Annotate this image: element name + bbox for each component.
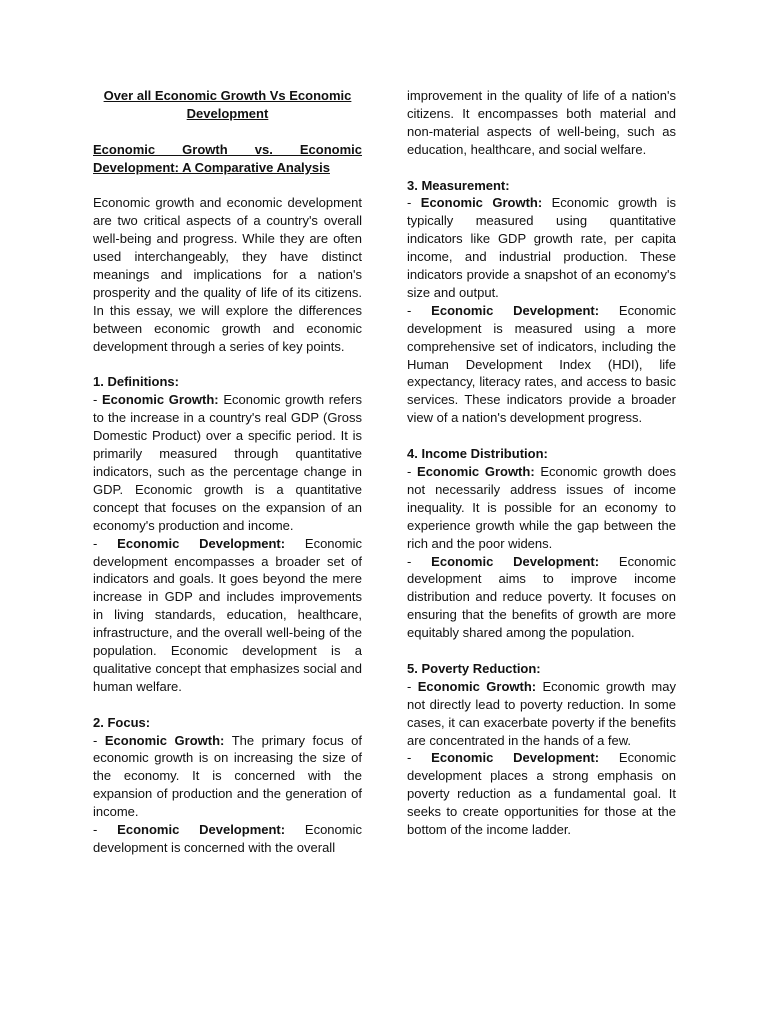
bullet-text: The primary focus of economic growth is on increasing the size of the economy. It is concerned with the expansion of production and the generation of income.: [93, 732, 362, 820]
income-development-bullet: [407, 553, 676, 643]
subtitle-line-1: Economic Growth vs. Economic: [93, 141, 362, 157]
spacer: [407, 159, 676, 177]
bullet-dash: -: [407, 553, 412, 569]
bullet-label: Economic Growth:: [417, 678, 537, 694]
bullet-label: Economic Growth:: [420, 195, 543, 211]
spacer: [93, 696, 362, 714]
poverty-development-bullet: [407, 749, 676, 839]
bullet-text: Economic growth does not necessarily address issues of income inequality. It is possible for an economy to experience growth while the gap between the rich and the poor widens.: [407, 464, 676, 551]
spacer: [407, 642, 676, 660]
definitions-development-bullet: [93, 535, 362, 696]
income-growth-bullet: [407, 463, 676, 553]
spacer: [93, 356, 362, 374]
right-column: [407, 87, 676, 839]
spacer: [93, 177, 362, 195]
measurement-development-bullet: [407, 302, 676, 427]
intro-paragraph: Economic growth and economic development are two critical aspects of a country's overall well-being and progress. While they are often used interchangeably, they have distinct meanings and implications for a nation's prosperity and the quality of life of its citizens. In this essay, we will explore the differences between economic growth and economic development through a series of key points.: [93, 195, 362, 354]
focus-development-bullet: [93, 821, 362, 857]
bullet-label: Economic Development:: [117, 822, 286, 838]
bullet-dash: -: [93, 535, 98, 551]
bullet-dash: -: [93, 822, 98, 838]
section-heading-measurement: 3. Measurement:: [407, 177, 510, 193]
spacer: [407, 427, 676, 445]
bullet-text: Economic development is measured using a more comprehensive set of indicators, including the Human Development Index (HDI), life expectancy, literacy rates, and access to basic services. These indicators provide a broader view of a nation's development progress.: [407, 302, 676, 426]
measurement-growth-bullet: [407, 194, 676, 301]
section-heading-poverty-reduction: 5. Poverty Reduction:: [407, 660, 541, 676]
poverty-growth-bullet: [407, 678, 676, 750]
bullet-text: Economic growth may not directly lead to poverty reduction. In some cases, it can exacerbate poverty if the benefits are concentrated in the hands of a few.: [407, 678, 676, 748]
bullet-text: Economic growth is typically measured using quantitative indicators like GDP growth rate, per capita income, and industrial production. These indicators provide a snapshot of an economy's size and output.: [407, 195, 676, 300]
bullet-dash: -: [407, 464, 412, 479]
left-column: [93, 87, 362, 857]
bullet-text: Economic growth refers to the increase in a country's real GDP (Gross Domestic Product) over a specific period. It is primarily measured through quantitative indicators, such as the percentage change in GDP. Economic growth is a quantitative concept that focuses on the expansion of an economy's production and income.: [93, 392, 362, 533]
bullet-text: Economic development places a strong emphasis on poverty reduction as a fundamental goal. It seeks to create opportunities for those at the bottom of the income ladder.: [407, 750, 676, 838]
bullet-dash: -: [407, 195, 412, 211]
bullet-label: Economic Development:: [431, 553, 600, 569]
document-subtitle: [93, 141, 362, 177]
section-heading-definitions: 1. Definitions:: [93, 374, 179, 390]
bullet-text: Economic development encompasses a broader set of indicators and goals. It goes beyond the mere increase in GDP and includes improvements in living standards, education, healthcare, infrastructure, and the overall well-being of the population. Economic development is a qualitative concept that emphasizes social and human welfare.: [93, 535, 362, 694]
subtitle-line-2: Development: A Comparative Analysis: [93, 159, 330, 175]
focus-development-continued: improvement in the quality of life of a nation's citizens. It encompasses both material and non-material aspects of well-being, such as education, healthcare, and social welfare.: [407, 88, 676, 157]
bullet-dash: -: [93, 392, 98, 408]
bullet-label: Economic Growth:: [417, 464, 535, 479]
bullet-dash: -: [407, 750, 412, 766]
bullet-label: Economic Development:: [117, 535, 286, 551]
bullet-label: Economic Development:: [431, 750, 600, 766]
bullet-text: Economic development aims to improve income distribution and reduce poverty. It focuses on ensuring that the benefits of growth are more equitably shared among the population.: [407, 553, 676, 641]
focus-growth-bullet: [93, 732, 362, 822]
section-heading-focus: 2. Focus:: [93, 714, 151, 730]
bullet-dash: -: [407, 302, 412, 318]
bullet-label: Economic Growth:: [102, 392, 219, 408]
bullet-label: Economic Growth:: [104, 732, 225, 748]
bullet-label: Economic Development:: [431, 302, 600, 318]
bullet-dash: -: [407, 678, 412, 694]
bullet-dash: -: [93, 732, 98, 748]
definitions-growth-bullet: [93, 391, 362, 534]
spacer: [93, 123, 362, 141]
section-heading-income-distribution: 4. Income Distribution:: [407, 446, 548, 462]
document-title: Over all Economic Growth Vs Economic Development: [103, 88, 352, 121]
bullet-text: Economic development is concerned with the overall: [93, 822, 362, 855]
